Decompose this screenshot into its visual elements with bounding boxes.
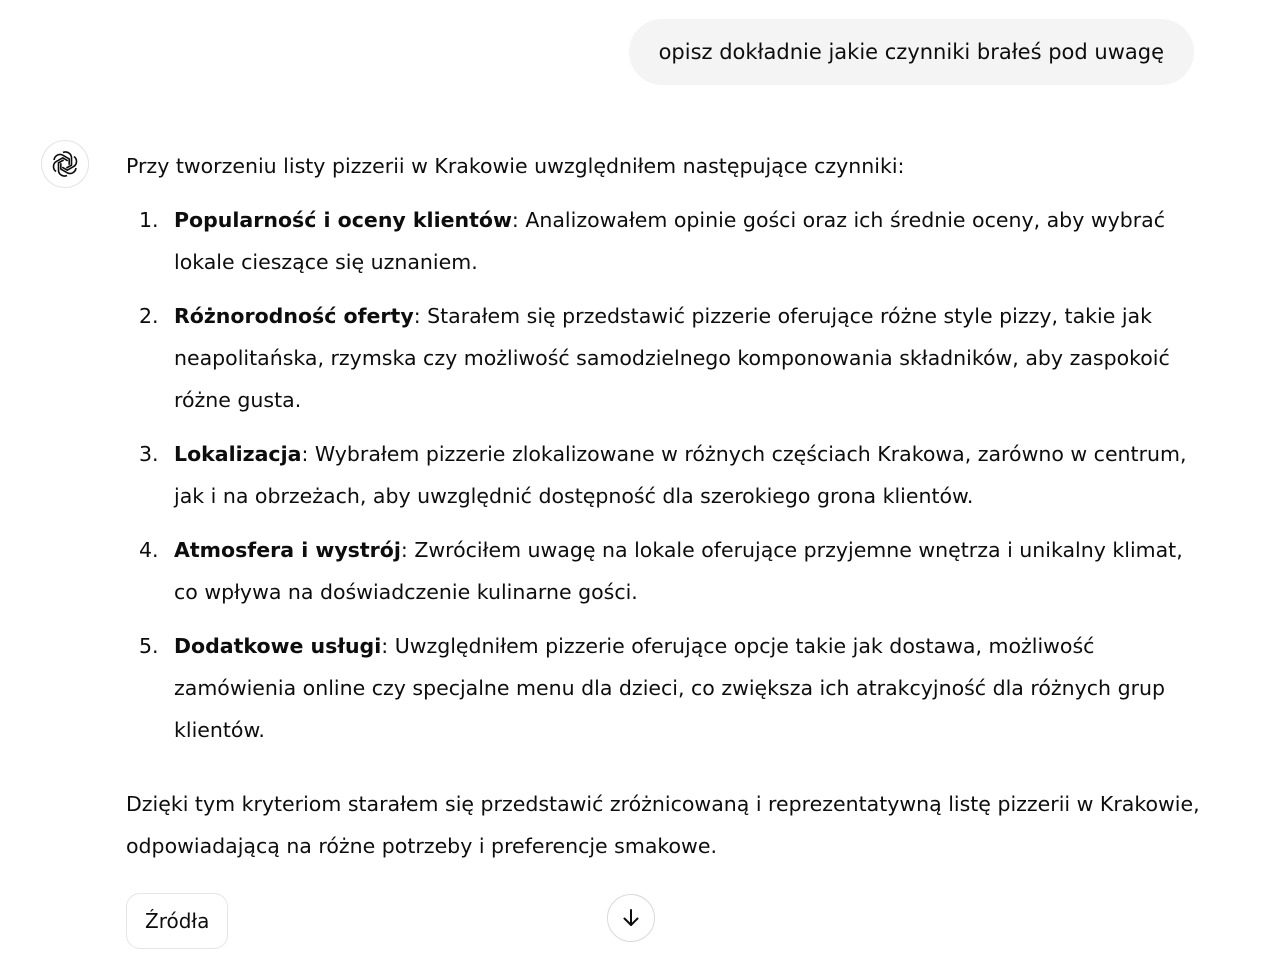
assistant-message (126, 145, 1206, 867)
list-item-number: 4. (139, 538, 159, 562)
list-item-number: 3. (139, 442, 159, 466)
factors-list (126, 199, 1206, 751)
user-message-bubble: opisz dokładnie jakie czynniki brałeś pod uwagę (629, 19, 1194, 85)
list-item-text: : Zwróciłem uwagę na lokale oferujące przyjemne wnętrza i unikalny klimat, co wpływa na doświadczenie kulinarne gości. (174, 538, 1183, 604)
scroll-down-button[interactable] (607, 894, 655, 942)
list-item-title: Różnorodność oferty (174, 304, 414, 328)
list-item-title: Popularność i oceny klientów (174, 208, 512, 232)
list-item-text: : Analizowałem opinie gości oraz ich średnie oceny, aby wybrać lokale cieszące się uznaniem. (174, 208, 1166, 274)
list-item-title: Lokalizacja (174, 442, 302, 466)
arrow-down-icon (619, 906, 643, 930)
list-item (126, 199, 1206, 283)
list-item-text: : Uwzględniłem pizzerie oferujące opcje takie jak dostawa, możliwość zamówienia online czy specjalne menu dla dzieci, co zwiększa ich atrakcyjność dla różnych grup klientów. (174, 634, 1166, 742)
list-item-title: Dodatkowe usługi (174, 634, 382, 658)
assistant-outro: Dzięki tym kryteriom starałem się przedstawić zróżnicowaną i reprezentatywną listę pizzerii w Krakowie, odpowiadającą na różne potrzeby i preferencje smakowe. (126, 792, 1200, 858)
list-item-number: 2. (139, 304, 159, 328)
assistant-avatar (41, 140, 89, 188)
list-item (126, 529, 1206, 613)
list-item-text: : Wybrałem pizzerie zlokalizowane w różnych częściach Krakowa, zarówno w centrum, jak i na obrzeżach, aby uwzględnić dostępność dla szerokiego grona klientów. (174, 442, 1187, 508)
list-item-number: 5. (139, 634, 159, 658)
list-item (126, 625, 1206, 751)
sources-button[interactable]: Źródła (126, 893, 228, 949)
list-item-number: 1. (139, 208, 159, 232)
list-item (126, 433, 1206, 517)
list-item-text: : Starałem się przedstawić pizzerie oferujące różne style pizzy, takie jak neapolitańska, rzymska czy możliwość samodzielnego komponowania składników, aby zaspokoić różne gusta. (174, 304, 1170, 412)
list-item (126, 295, 1206, 421)
openai-logo-icon (50, 149, 80, 179)
assistant-intro: Przy tworzeniu listy pizzerii w Krakowie uwzględniłem następujące czynniki: (126, 154, 905, 178)
list-item-title: Atmosfera i wystrój (174, 538, 401, 562)
